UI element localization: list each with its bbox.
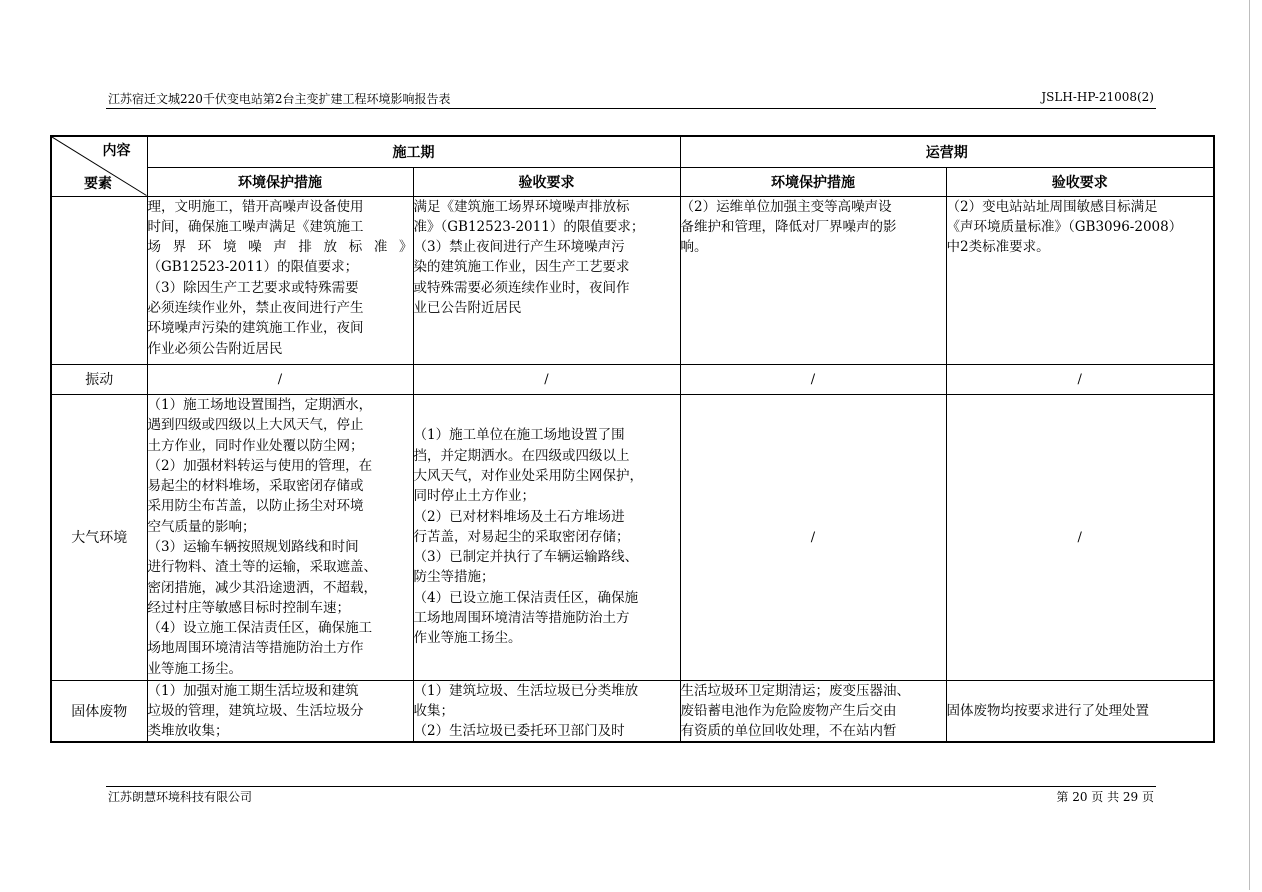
subheader-construction-measures: 环境保护措施 bbox=[147, 167, 413, 196]
construction-acceptance-cell: / bbox=[413, 364, 680, 394]
subheader-operation-measures: 环境保护措施 bbox=[680, 167, 946, 196]
operation-measures-cell: / bbox=[680, 394, 946, 680]
table-row bbox=[51, 680, 1214, 742]
corner-header-cell bbox=[51, 136, 147, 196]
row-label-solid-waste: 固体废物 bbox=[51, 680, 147, 742]
footer-divider bbox=[106, 786, 1156, 787]
subheader-operation-acceptance: 验收要求 bbox=[946, 167, 1214, 196]
construction-measures-cell: 理，文明施工，错开高噪声设备使用 时间，确保施工噪声满足《建筑施工 场界环境噪声排放标准》 （GB12523-2011）的限值要求； （3）除因生产工艺要求或特殊需要 必须连续作业外，禁止夜间进行产生 环境噪声污染的建筑施工作业，夜间 作业必须公告附近居民 bbox=[147, 196, 413, 364]
table-row bbox=[51, 394, 1214, 680]
construction-acceptance-cell: （1）施工单位在施工场地设置了围 挡，并定期洒水。在四级或四级以上 大风天气，对作业处采用防尘网保护， 同时停止土方作业； （2）已对材料堆场及土石方堆场进 行苫盖，对易起尘的采取密闭存储； （3）已制定并执行了车辆运输路线、 防尘等措施； （4）已设立施工保洁责任区，确保施 工场地周围环境清洁等措施防治土方 作业等施工扬尘。 bbox=[413, 394, 680, 680]
row-label-air: 大气环境 bbox=[51, 394, 147, 680]
construction-measures-cell: （1）加强对施工期生活垃圾和建筑 垃圾的管理，建筑垃圾、生活垃圾分 类堆放收集； bbox=[147, 680, 413, 742]
operation-measures-cell: （2）运维单位加强主变等高噪声设 备维护和管理，降低对厂界噪声的影 响。 bbox=[680, 196, 946, 364]
construction-measures-cell: / bbox=[147, 364, 413, 394]
corner-label-content: 内容 bbox=[102, 143, 131, 159]
operation-acceptance-cell: / bbox=[946, 394, 1214, 680]
operation-acceptance-cell: （2）变电站站址周围敏感目标满足 《声环境质量标准》（GB3096-2008） 中2类标准要求。 bbox=[946, 196, 1214, 364]
environmental-measures-table bbox=[50, 135, 1215, 743]
construction-acceptance-cell: （1）建筑垃圾、生活垃圾已分类堆放 收集； （2）生活垃圾已委托环卫部门及时 bbox=[413, 680, 680, 742]
page-number: 第 20 页 共 29 页 bbox=[1056, 790, 1154, 804]
row-label-vibration: 振动 bbox=[51, 364, 147, 394]
construction-measures-cell: （1）施工场地设置围挡，定期洒水， 遇到四级或四级以上大风天气，停止 土方作业，同时作业处覆以防尘网； （2）加强材料转运与使用的管理，在 易起尘的材料堆场，采取密闭存储或 采用防尘布苫盖，以防止扬尘对环境 空气质量的影响； （3）运输车辆按照规划路线和时间 进行物料、渣土等的运输，采取遮盖、 密闭措施，减少其沿途遗洒，不超载， 经过村庄等敏感目标时控制车速； （4）设立施工保洁责任区，确保施工 场地周围环境清洁等措施防治土方作 业等施工扬尘。 bbox=[147, 394, 413, 680]
operation-measures-cell: 生活垃圾环卫定期清运；废变压器油、 废铅蓄电池作为危险废物产生后交由 有资质的单位回收处理，不在站内暂 bbox=[680, 680, 946, 742]
corner-label-element: 要素 bbox=[84, 175, 112, 192]
report-title: 江苏宿迁文城220千伏变电站第2台主变扩建工程环境影响报告表 bbox=[108, 92, 451, 106]
document-code: JSLH-HP-21008(2) bbox=[1041, 90, 1154, 104]
operation-acceptance-cell: 固体废物均按要求进行了处理处置 bbox=[946, 680, 1214, 742]
phase-header-operation: 运营期 bbox=[680, 136, 1214, 167]
operation-measures-cell: / bbox=[680, 364, 946, 394]
row-label bbox=[51, 196, 147, 364]
operation-acceptance-cell: / bbox=[946, 364, 1214, 394]
phase-header-construction: 施工期 bbox=[147, 136, 680, 167]
company-name: 江苏朗慧环境科技有限公司 bbox=[108, 790, 253, 804]
subheader-construction-acceptance: 验收要求 bbox=[413, 167, 680, 196]
table-row bbox=[51, 364, 1214, 394]
construction-acceptance-cell: 满足《建筑施工场界环境噪声排放标 准》（GB12523-2011）的限值要求； （3）禁止夜间进行产生环境噪声污 染的建筑施工作业，因生产工艺要求 或特殊需要必须连续作业时，夜间作 业已公告附近居民 bbox=[413, 196, 680, 364]
table-row bbox=[51, 196, 1214, 364]
header-divider bbox=[106, 108, 1156, 109]
